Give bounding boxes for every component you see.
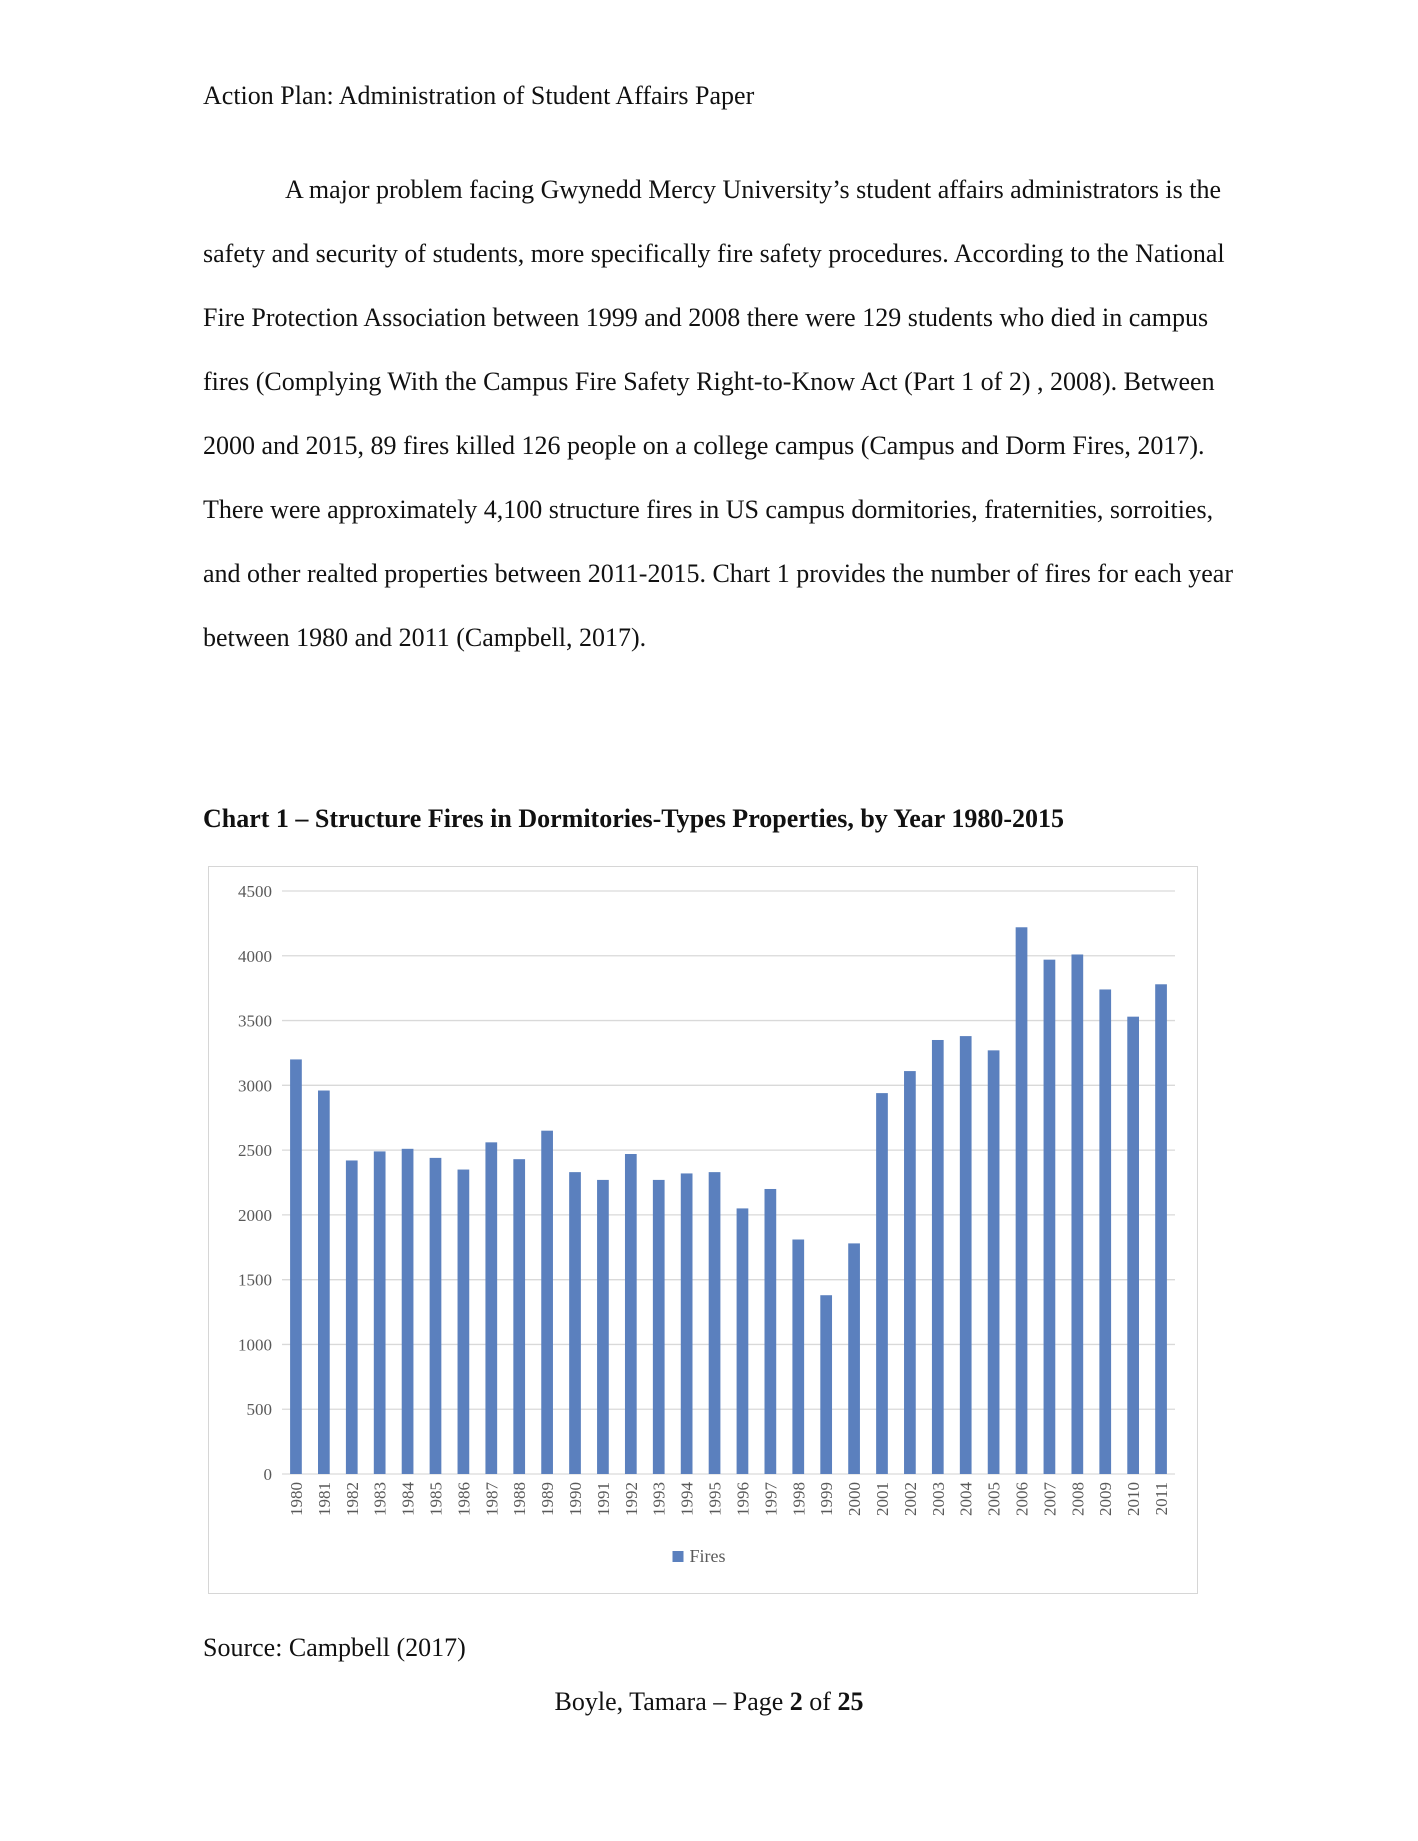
y-tick-label-0: 0 [263, 1465, 272, 1484]
x-tick-label-2008: 2008 [1068, 1482, 1088, 1516]
bar-1986 [458, 1170, 470, 1474]
y-tick-label-2500: 2500 [238, 1141, 272, 1161]
bar-2011 [1155, 984, 1167, 1474]
bar-2002 [904, 1071, 916, 1474]
x-tick-label-1992: 1992 [621, 1482, 641, 1516]
chart-container [208, 866, 1198, 1594]
footer-page-number: 2 [789, 1687, 803, 1716]
x-tick-label-1986: 1986 [454, 1482, 474, 1516]
x-tick-label-2002: 2002 [900, 1482, 920, 1516]
x-tick-label-2009: 2009 [1096, 1482, 1116, 1516]
x-tick-label-1983: 1983 [370, 1482, 390, 1516]
bar-2001 [876, 1093, 888, 1474]
bar-1988 [513, 1159, 525, 1474]
x-tick-label-1982: 1982 [342, 1482, 362, 1516]
paragraph-text: A major problem facing Gwynedd Mercy University’s student affairs administrators is the safety and security of students, more specifically fire safety procedures. According to the National Fire Protection Association between 1999 and 2008 there were 129 students who died in campus fires (Complying With the Campus Fire Safety Right-to-Know Act (Part 1 of 2) , 2008). Between 2000 and 2015, 89 fires killed 126 people on a college campus (Campus and Dorm Fires, 2017). There were approximately 4,100 structure fires in US campus dormitories, fraternities, sorroities, and other realted properties between 2011-2015. Chart 1 provides the number of fires for each year between 1980 and 2011 (Campbell, 2017). [203, 175, 1233, 652]
bar-1982 [346, 1160, 358, 1474]
bar-2005 [988, 1050, 1000, 1474]
page-footer [0, 1686, 1418, 1717]
x-tick-label-2011: 2011 [1152, 1482, 1172, 1516]
x-tick-label-1994: 1994 [677, 1482, 697, 1516]
bar-1996 [737, 1208, 749, 1474]
footer-page-total: 25 [837, 1687, 864, 1716]
bar-1987 [485, 1142, 497, 1474]
y-tick-label-1500: 1500 [238, 1270, 272, 1290]
x-tick-label-1987: 1987 [482, 1482, 502, 1516]
bar-1994 [681, 1173, 693, 1474]
legend-swatch [673, 1551, 684, 1562]
x-tick-label-1984: 1984 [398, 1482, 418, 1516]
y-tick-label-2000: 2000 [238, 1205, 272, 1225]
bar-1990 [569, 1172, 581, 1474]
y-tick-label-500: 500 [246, 1400, 272, 1420]
bar-1985 [430, 1158, 442, 1474]
x-tick-label-1985: 1985 [426, 1482, 446, 1516]
x-tick-label-1990: 1990 [566, 1482, 586, 1516]
x-tick-label-1981: 1981 [314, 1482, 334, 1516]
y-tick-label-3500: 3500 [238, 1011, 272, 1031]
bar-1993 [653, 1180, 665, 1474]
x-tick-label-1997: 1997 [761, 1482, 781, 1516]
bar-1998 [792, 1240, 804, 1474]
x-tick-label-2006: 2006 [1012, 1482, 1032, 1516]
y-tick-label-1000: 1000 [238, 1335, 272, 1355]
bar-1992 [625, 1154, 637, 1474]
source-note: Source: Campbell (2017) [203, 1633, 466, 1662]
bar-2007 [1044, 960, 1056, 1474]
footer-page-label: – Page [706, 1687, 790, 1716]
x-tick-label-1999: 1999 [817, 1482, 837, 1516]
x-tick-label-2005: 2005 [984, 1482, 1004, 1516]
x-tick-label-2001: 2001 [872, 1482, 892, 1516]
x-tick-label-1996: 1996 [733, 1482, 753, 1516]
bar-1991 [597, 1180, 609, 1474]
bar-1984 [402, 1149, 414, 1474]
x-tick-label-2010: 2010 [1124, 1482, 1144, 1516]
bar-1989 [541, 1131, 553, 1474]
y-tick-label-4500: 4500 [238, 882, 272, 901]
bar-2010 [1127, 1017, 1139, 1474]
bar-2006 [1016, 927, 1028, 1474]
bar-chart [209, 867, 1199, 1595]
x-tick-label-1991: 1991 [593, 1482, 613, 1516]
bar-1999 [820, 1295, 832, 1474]
bar-2000 [848, 1243, 860, 1474]
bar-1983 [374, 1151, 386, 1474]
bar-1980 [290, 1059, 302, 1474]
chart-title: Chart 1 – Structure Fires in Dormitories-Types Properties, by Year 1980-2015 [203, 804, 1064, 833]
x-tick-label-2007: 2007 [1040, 1482, 1060, 1516]
x-tick-label-1993: 1993 [649, 1482, 669, 1516]
x-tick-label-1989: 1989 [538, 1482, 558, 1516]
footer-author: Boyle, Tamara [554, 1687, 707, 1716]
y-tick-label-4000: 4000 [238, 946, 272, 966]
y-tick-label-3000: 3000 [238, 1076, 272, 1096]
legend-label: Fires [689, 1546, 726, 1566]
x-tick-label-1995: 1995 [705, 1482, 725, 1516]
bar-2003 [932, 1040, 944, 1474]
x-tick-label-2003: 2003 [928, 1482, 948, 1516]
x-tick-label-1980: 1980 [286, 1482, 306, 1516]
running-header: Action Plan: Administration of Student Affairs Paper [203, 81, 755, 110]
x-tick-label-2004: 2004 [956, 1482, 976, 1516]
body-paragraph [203, 158, 1243, 670]
bar-1995 [709, 1172, 721, 1474]
bar-2009 [1099, 989, 1111, 1474]
bar-2008 [1071, 954, 1083, 1474]
x-tick-label-1998: 1998 [789, 1482, 809, 1516]
x-tick-label-1988: 1988 [510, 1482, 530, 1516]
x-tick-label-2000: 2000 [845, 1482, 865, 1516]
bar-1997 [764, 1189, 776, 1474]
bar-1981 [318, 1091, 330, 1474]
bar-2004 [960, 1036, 972, 1474]
footer-of-label: of [802, 1687, 838, 1716]
